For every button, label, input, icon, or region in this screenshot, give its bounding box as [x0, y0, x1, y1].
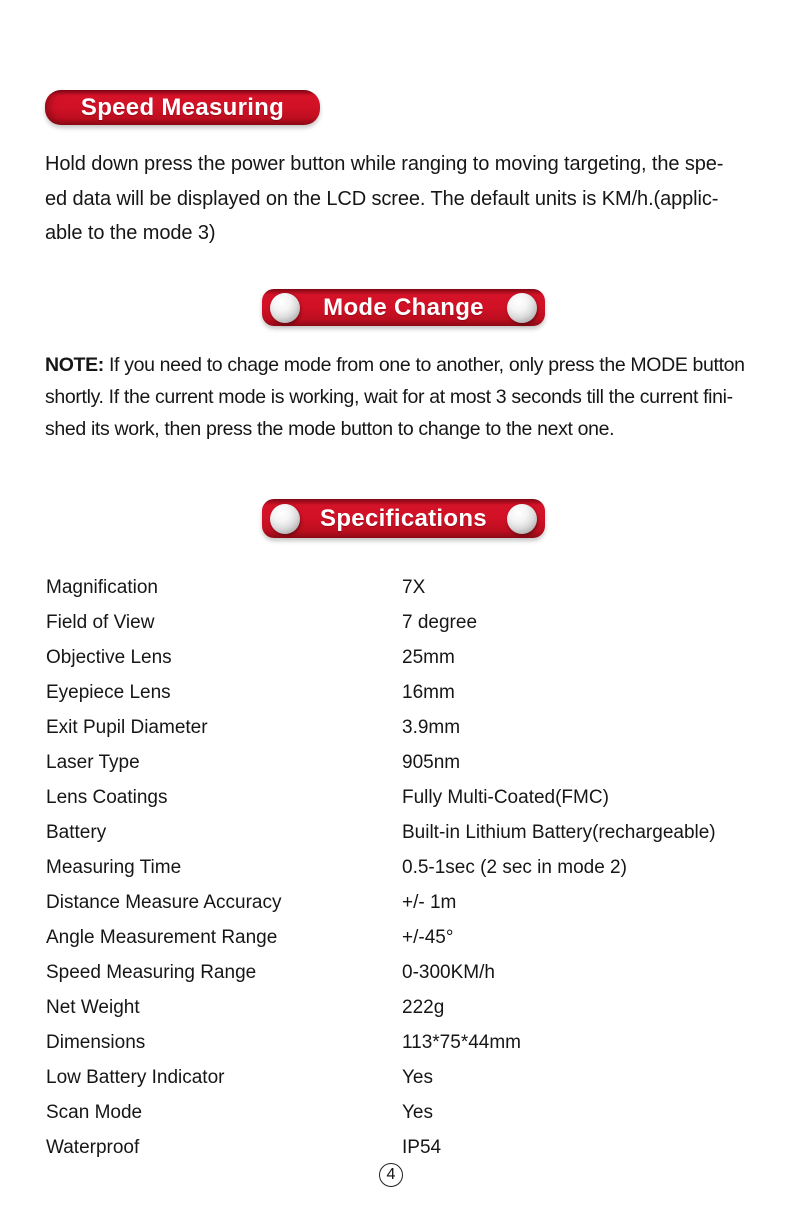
banner-ball-icon — [507, 293, 537, 323]
banner-ball-icon — [270, 504, 300, 534]
spec-value: 0.5-1sec (2 sec in mode 2) — [402, 857, 627, 878]
spec-label: Measuring Time — [46, 857, 182, 878]
spec-value: 905nm — [402, 752, 461, 773]
specifications-banner — [262, 499, 545, 538]
spec-label: Battery — [46, 822, 107, 843]
spec-value: 113*75*44mm — [402, 1032, 522, 1053]
speed-measuring-banner — [45, 90, 320, 125]
banner-ball-icon — [507, 504, 537, 534]
page-number: 4 — [386, 1166, 396, 1183]
paragraph-line — [45, 349, 765, 381]
mode-change-note-paragraph — [45, 349, 765, 445]
spec-value: Built-in Lithium Battery(rechargeable) — [402, 822, 716, 843]
spec-label: Lens Coatings — [46, 787, 168, 808]
specifications-table — [46, 570, 758, 1165]
spec-label: Waterproof — [46, 1137, 140, 1158]
spec-label: Scan Mode — [46, 1102, 143, 1123]
spec-row — [46, 675, 758, 710]
spec-label: Laser Type — [46, 752, 140, 773]
spec-value: 7X — [402, 577, 426, 598]
spec-row — [46, 1060, 758, 1095]
spec-row — [46, 990, 758, 1025]
spec-value: 222g — [402, 997, 445, 1018]
spec-value: Yes — [402, 1067, 433, 1088]
paragraph-line: Hold down press the power button while ranging to moving targeting, the spe- — [45, 153, 724, 175]
speed-measuring-paragraph — [45, 147, 757, 251]
mode-change-banner-title: Mode Change — [323, 293, 484, 321]
spec-label: Angle Measurement Range — [46, 927, 278, 948]
spec-value: 16mm — [402, 682, 455, 703]
spec-value: Fully Multi-Coated(FMC) — [402, 787, 609, 808]
spec-label: Dimensions — [46, 1032, 146, 1053]
speed-measuring-banner-title: Speed Measuring — [80, 93, 285, 121]
spec-row — [46, 1130, 758, 1165]
spec-label: Objective Lens — [46, 647, 172, 668]
spec-value: +/- 1m — [402, 892, 457, 913]
spec-label: Eyepiece Lens — [46, 682, 171, 703]
spec-row — [46, 1095, 758, 1130]
spec-row — [46, 1025, 758, 1060]
spec-row — [46, 570, 758, 605]
page-number-badge — [379, 1163, 403, 1187]
spec-value: Yes — [402, 1102, 433, 1123]
spec-row — [46, 815, 758, 850]
spec-value: 0-300KM/h — [402, 962, 495, 983]
mode-change-banner — [262, 289, 545, 326]
paragraph-line: ed data will be displayed on the LCD scree. The default units is KM/h.(applic- — [45, 187, 719, 210]
spec-value: 7 degree — [402, 612, 478, 633]
spec-row — [46, 780, 758, 815]
spec-label: Low Battery Indicator — [46, 1067, 225, 1088]
spec-row — [46, 850, 758, 885]
spec-row — [46, 745, 758, 780]
spec-label: Distance Measure Accuracy — [46, 892, 282, 913]
paragraph-line: shortly. If the current mode is working, wait for at most 3 seconds till the current fini- — [45, 386, 733, 408]
spec-row — [46, 640, 758, 675]
paragraph-line: shed its work, then press the mode button to change to the next one. — [45, 418, 615, 440]
spec-label: Exit Pupil Diameter — [46, 717, 208, 738]
paragraph-line: able to the mode 3) — [45, 222, 216, 244]
spec-label: Net Weight — [46, 997, 140, 1018]
spec-label: Magnification — [46, 577, 158, 598]
banner-ball-icon — [270, 293, 300, 323]
note-label: NOTE: — [45, 354, 104, 376]
spec-label: Speed Measuring Range — [46, 962, 257, 983]
spec-value: +/-45° — [402, 927, 454, 948]
spec-row — [46, 920, 758, 955]
spec-value: 3.9mm — [402, 717, 461, 738]
spec-row — [46, 955, 758, 990]
note-line-text: If you need to chage mode from one to another, only press the MODE button — [103, 354, 745, 376]
spec-value: IP54 — [402, 1137, 442, 1158]
spec-row — [46, 885, 758, 920]
spec-label: Field of View — [46, 612, 155, 633]
spec-value: 25mm — [402, 647, 455, 668]
spec-row — [46, 605, 758, 640]
specifications-banner-title: Specifications — [320, 504, 487, 532]
spec-row — [46, 710, 758, 745]
